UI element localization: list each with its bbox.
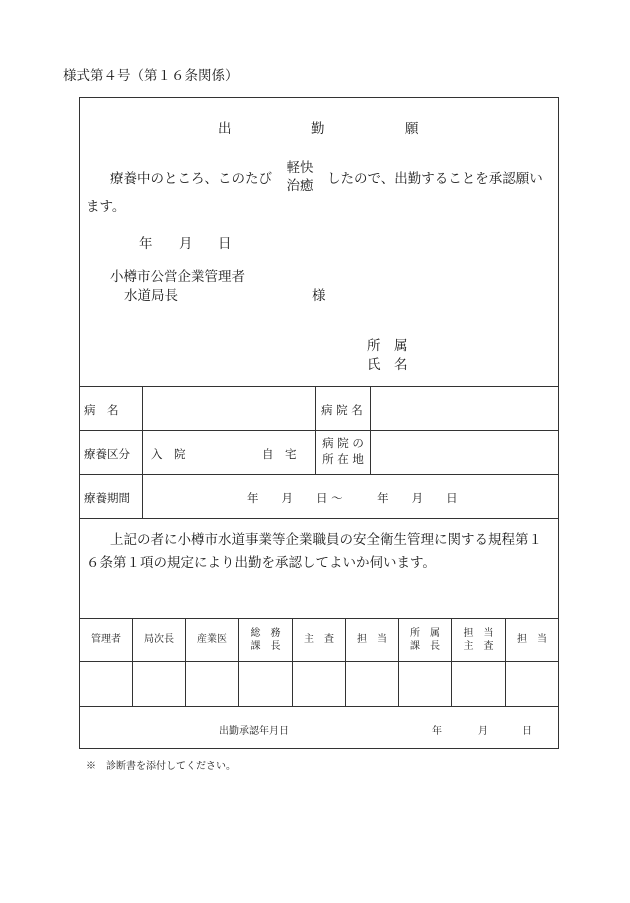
attachment-note: ※ 診断書を添付してください。 bbox=[86, 761, 236, 772]
illness-label: 病 名 bbox=[84, 403, 119, 417]
care-category-label: 療養区分 bbox=[84, 447, 130, 461]
care-period-field[interactable]: 年 月 日 ～ 年 月 日 bbox=[247, 491, 458, 505]
signature-header-staff bbox=[346, 619, 398, 661]
title-char-2: 勤 bbox=[311, 121, 325, 137]
home-option[interactable]: 自 宅 bbox=[262, 447, 297, 461]
hospital-address-label bbox=[316, 433, 370, 471]
applicant-affiliation-label: 所 属 bbox=[367, 338, 408, 354]
signature-cell[interactable] bbox=[452, 662, 505, 706]
signature-header-text: 担 当 bbox=[463, 627, 494, 639]
signature-header-staff-supervisor bbox=[452, 619, 505, 661]
divider bbox=[79, 706, 559, 707]
addressee-line1: 小樽市公営企業管理者 bbox=[110, 269, 245, 285]
signature-header-deputy-director bbox=[133, 619, 185, 661]
approval-text-line1: 上記の者に小樽市水道事業等企業職員の安全衛生管理に関する規程第１ bbox=[110, 532, 542, 548]
applicant-name-label: 氏 名 bbox=[367, 357, 408, 373]
signature-header-text: 主 査 bbox=[463, 641, 494, 652]
choice-improved: 軽快 bbox=[286, 159, 314, 176]
intro-text-line2: ます。 bbox=[86, 199, 126, 215]
signature-header-manager bbox=[80, 619, 132, 661]
signature-header-department-chief bbox=[399, 619, 451, 661]
addressee-honorific: 様 bbox=[312, 288, 326, 304]
signature-cell[interactable] bbox=[293, 662, 345, 706]
hospital-address-label-bottom: 所 在 地 bbox=[322, 452, 364, 466]
signature-header-text: 課 長 bbox=[250, 641, 281, 652]
signature-header-text: 所 属 bbox=[410, 627, 440, 639]
hospital-name-field[interactable] bbox=[371, 387, 557, 429]
title-char-3: 願 bbox=[405, 121, 419, 137]
addressee-line2: 水道局長 bbox=[124, 288, 178, 304]
signature-cell[interactable] bbox=[399, 662, 451, 706]
approval-date-day: 日 bbox=[522, 726, 532, 737]
signature-header-text: 課 長 bbox=[410, 641, 440, 652]
signature-cell[interactable] bbox=[80, 662, 132, 706]
form-label: 様式第４号（第１６条関係） bbox=[63, 68, 239, 84]
approval-date-year: 年 bbox=[432, 726, 442, 737]
illness-field[interactable] bbox=[143, 387, 314, 429]
choice-healed: 治癒 bbox=[286, 178, 314, 194]
signature-header-staff-2 bbox=[506, 619, 558, 661]
signature-cell[interactable] bbox=[346, 662, 398, 706]
hospital-name-label: 病 院 名 bbox=[321, 403, 363, 417]
inpatient-option[interactable]: 入 院 bbox=[151, 447, 186, 461]
signature-cell[interactable] bbox=[239, 662, 292, 706]
signature-header-text: 産業医 bbox=[197, 634, 227, 646]
signature-header-text: 局次長 bbox=[144, 634, 174, 646]
title-char-1: 出 bbox=[218, 121, 232, 137]
care-period-label: 療養期間 bbox=[84, 491, 130, 505]
signature-cell[interactable] bbox=[186, 662, 238, 706]
date-year: 年 bbox=[139, 236, 153, 252]
recovery-choice[interactable] bbox=[280, 158, 320, 196]
signature-header-supervisor bbox=[293, 619, 345, 661]
divider bbox=[79, 518, 559, 519]
hospital-address-label-top: 病 院 の bbox=[322, 436, 364, 451]
approval-text-line2: ６条第１項の規定により出勤を承認してよいか伺います。 bbox=[86, 555, 436, 571]
signature-header-text: 主 査 bbox=[304, 634, 334, 646]
divider bbox=[79, 474, 559, 475]
hospital-address-field[interactable] bbox=[371, 431, 557, 473]
intro-text-after: したので、出勤することを承認願い bbox=[327, 171, 543, 187]
date-day: 日 bbox=[218, 236, 232, 252]
signature-header-industrial-physician bbox=[186, 619, 238, 661]
intro-text-before: 療養中のところ、このたび bbox=[110, 171, 272, 187]
signature-header-text: 担 当 bbox=[517, 634, 547, 646]
date-month: 月 bbox=[179, 236, 193, 252]
signature-cell[interactable] bbox=[506, 662, 558, 706]
signature-header-text: 総 務 bbox=[250, 627, 281, 639]
signature-header-text: 担 当 bbox=[357, 634, 387, 646]
approval-date-month: 月 bbox=[478, 726, 488, 737]
signature-cell[interactable] bbox=[133, 662, 185, 706]
signature-header-text: 管理者 bbox=[91, 634, 121, 646]
signature-header-general-affairs-chief bbox=[239, 619, 292, 661]
approval-date-label: 出勤承認年月日 bbox=[219, 726, 289, 737]
